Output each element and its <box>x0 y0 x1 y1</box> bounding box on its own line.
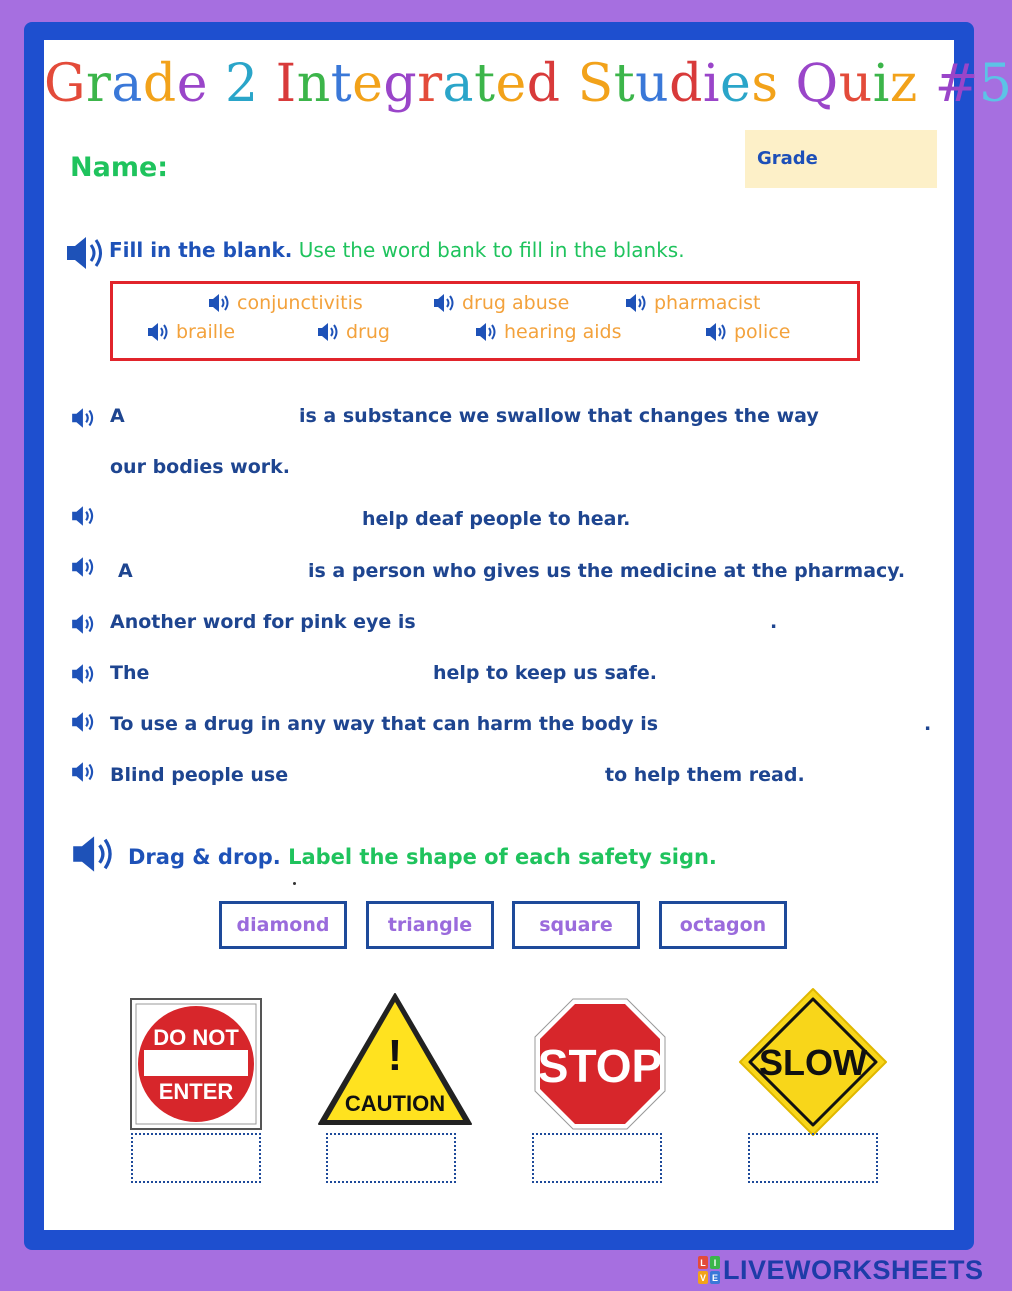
drag-tile-octagon[interactable]: octagon <box>659 901 787 949</box>
answer-blank[interactable] <box>690 710 920 736</box>
word-bank-label: braille <box>176 321 236 343</box>
title-letter <box>918 52 935 116</box>
liveworksheets-logo[interactable] <box>698 1255 984 1285</box>
title-letter: G <box>44 54 87 114</box>
word-bank-item[interactable] <box>207 292 363 314</box>
sign-text: CAUTION <box>344 1091 446 1116</box>
answer-blank[interactable] <box>110 506 355 532</box>
title-letter: Q <box>795 54 839 114</box>
drag-tile-triangle[interactable]: triangle <box>366 901 494 949</box>
section-lead: Fill in the blank. <box>109 238 293 262</box>
title-letter: 2 <box>225 54 259 114</box>
title-letter: a <box>442 54 475 114</box>
speaker-icon[interactable] <box>70 760 98 784</box>
stop-sign <box>533 997 667 1135</box>
word-bank-label: pharmacist <box>654 292 761 314</box>
title-letter: d <box>669 54 703 114</box>
drop-zone-sign-3[interactable] <box>532 1133 662 1183</box>
drop-zone-sign-4[interactable] <box>748 1133 878 1183</box>
word-bank-label: drug abuse <box>462 292 570 314</box>
speaker-icon[interactable] <box>624 292 650 314</box>
speaker-icon[interactable] <box>66 832 120 876</box>
title-letter: d <box>526 54 561 114</box>
title-letter <box>259 52 276 116</box>
speaker-icon[interactable] <box>70 612 98 636</box>
title-letter: s <box>751 54 779 114</box>
title-letter: t <box>613 54 636 114</box>
question-text: to help them read. <box>605 764 805 786</box>
brand-name: LIVEWORKSHEETS <box>723 1254 984 1285</box>
speaker-icon[interactable] <box>70 710 98 734</box>
title-letter <box>561 52 578 116</box>
word-bank-item[interactable] <box>432 292 569 314</box>
word-bank-label: hearing aids <box>504 321 622 343</box>
title-letter: 5 <box>978 54 1012 114</box>
sign-text: SLOW <box>759 1042 867 1083</box>
question-text: Blind people use <box>110 764 289 786</box>
title-letter: # <box>934 54 979 114</box>
sign-text-line1: DO NOT <box>153 1025 239 1050</box>
word-bank-label: conjunctivitis <box>237 292 363 314</box>
section-fill-blank-title <box>109 238 685 262</box>
caution-sign <box>315 990 475 1134</box>
speaker-icon[interactable] <box>432 292 458 314</box>
title-letter: i <box>872 54 890 114</box>
word-bank-item[interactable] <box>474 321 622 343</box>
title-letter: i <box>702 54 721 114</box>
speaker-icon[interactable] <box>704 321 730 343</box>
logo-letter: V <box>699 1273 707 1283</box>
title-letter: r <box>86 54 112 114</box>
question-text: Another word for pink eye is <box>110 611 416 633</box>
word-bank-item[interactable] <box>624 292 760 314</box>
logo-letter: L <box>700 1258 706 1268</box>
sign-text: STOP <box>537 1040 663 1092</box>
grade-label: Grade <box>757 148 818 169</box>
speaker-icon[interactable] <box>316 321 342 343</box>
section-lead: Drag & drop. <box>128 845 281 869</box>
title-letter: S <box>577 54 614 114</box>
drop-zone-sign-2[interactable] <box>326 1133 456 1183</box>
drag-tile-square[interactable]: square <box>512 901 640 949</box>
answer-blank[interactable] <box>135 403 295 429</box>
title-letter: a <box>111 54 143 114</box>
sign-text-line2: ENTER <box>158 1079 234 1104</box>
answer-blank[interactable] <box>298 761 598 787</box>
answer-blank[interactable] <box>430 609 765 635</box>
title-letter: u <box>838 54 873 114</box>
title-letter: z <box>889 54 918 114</box>
answer-blank[interactable] <box>155 659 425 685</box>
question-text: . <box>770 611 778 633</box>
word-bank-item[interactable] <box>146 321 235 343</box>
question-text: help to keep us safe. <box>433 662 657 684</box>
question-text: our bodies work. <box>110 456 290 478</box>
name-input[interactable] <box>190 150 710 188</box>
question-text: is a substance we swallow that changes the way <box>299 405 819 427</box>
title-letter: g <box>383 54 418 114</box>
word-bank-item[interactable] <box>316 321 390 343</box>
title-letter: e <box>352 54 384 114</box>
question-text: A <box>110 405 125 427</box>
grade-box <box>745 130 937 188</box>
title-letter <box>208 52 225 116</box>
question-text: help deaf people to hear. <box>362 508 631 530</box>
word-bank-item[interactable] <box>704 321 790 343</box>
answer-blank[interactable] <box>142 557 302 583</box>
title-letter: t <box>330 54 353 114</box>
drag-tile-diamond[interactable]: diamond <box>219 901 347 949</box>
liveworksheets-icon <box>698 1256 720 1284</box>
speaker-icon[interactable] <box>146 321 172 343</box>
question-text: is a person who gives us the medicine at the pharmacy. <box>308 560 906 582</box>
speaker-icon[interactable] <box>70 504 98 528</box>
section-drag-drop-title <box>128 845 717 869</box>
question-text: A <box>118 560 133 582</box>
section-instruction: Use the word bank to fill in the blanks. <box>292 238 685 262</box>
title-letter: e <box>720 54 752 114</box>
question-text: . <box>924 713 932 735</box>
slow-sign <box>738 987 888 1141</box>
title-letter: e <box>176 54 208 114</box>
do-not-enter-sign <box>130 998 264 1136</box>
stray-dot <box>293 882 296 885</box>
speaker-icon[interactable] <box>70 406 98 430</box>
title-letter: d <box>142 54 177 114</box>
speaker-icon[interactable] <box>474 321 500 343</box>
title-letter <box>779 52 796 116</box>
name-label: Name: <box>70 152 169 183</box>
title-letter: u <box>635 54 670 114</box>
logo-letter: E <box>711 1273 719 1283</box>
drop-zone-sign-1[interactable] <box>131 1133 261 1183</box>
speaker-icon[interactable] <box>70 662 98 686</box>
caution-mark: ! <box>387 1031 403 1080</box>
section-instruction: Label the shape of each safety sign. <box>280 845 717 869</box>
title-letter: I <box>275 54 297 114</box>
speaker-icon[interactable] <box>70 555 98 579</box>
word-bank-label: drug <box>346 321 390 343</box>
logo-letter: I <box>713 1258 717 1268</box>
title-letter: r <box>417 54 443 114</box>
worksheet-title <box>44 52 1012 116</box>
speaker-icon[interactable] <box>64 233 106 273</box>
title-letter: n <box>296 54 331 114</box>
question-text: The <box>110 662 150 684</box>
word-bank-label: police <box>734 321 791 343</box>
title-letter: e <box>495 54 527 114</box>
title-letter: t <box>474 54 496 114</box>
speaker-icon[interactable] <box>207 292 233 314</box>
question-text: To use a drug in any way that can harm the body is <box>110 713 659 735</box>
